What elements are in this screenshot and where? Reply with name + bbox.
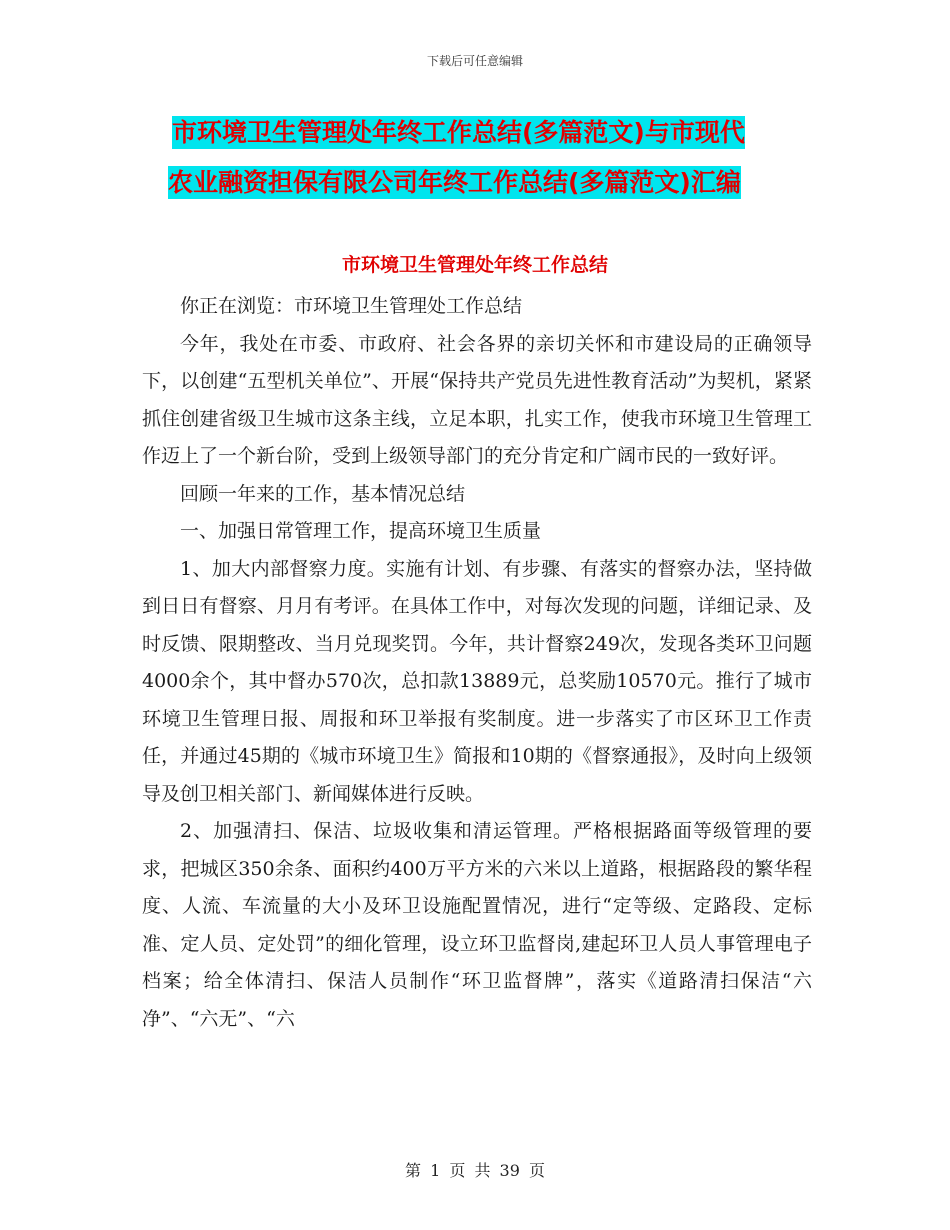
- paragraph-item-2: 2、加强清扫、保洁、垃圾收集和清运管理。严格根据路面等级管理的要求，把城区350余条、面积约400万平方米的六米以上道路，根据路段的繁华程度、人流、车流量的大小及环卫设施配置情况，进行“定等级、定路段、定标准、定人员、定处罚”的细化管理，设立环卫监督岗,建起环卫人员人事管理电子档案；给全体清扫、保洁人员制作“环卫监督牌”，落实《道路清扫保洁“六净”、“六无”、“六: [142, 820, 812, 1030]
- paragraph-review: 回顾一年来的工作，基本情况总结: [180, 482, 466, 505]
- paragraph-intro: 今年，我处在市委、市政府、社会各界的亲切关怀和市建设局的正确领导下，以创建“五型机关单位”、开展“保持共产党员先进性教育活动”为契机，紧紧抓住创建省级卫生城市这条主线，立足本职，扎实工作，使我市环境卫生管理工作迈上了一个新台阶，受到上级领导部门的充分肯定和广阔市民的一致好评。: [142, 332, 812, 467]
- section-title: 市环境卫生管理处年终工作总结: [341, 254, 608, 276]
- document-title: [150, 108, 830, 208]
- document-body: [142, 288, 812, 1038]
- paragraph-heading-one: 一、加强日常管理工作，提高环境卫生质量: [180, 520, 542, 542]
- document-title-line-1: 市环境卫生管理处年终工作总结(多篇范文)与市现代: [172, 118, 745, 147]
- document-title-line-2: 农业融资担保有限公司年终工作总结(多篇范文)汇编: [168, 168, 741, 197]
- paragraph-browsing: 你正在浏览：市环境卫生管理处工作总结: [180, 295, 523, 317]
- page-header-note: 下载后可任意编辑: [426, 54, 523, 68]
- paragraph-item-1: 1、加大内部督察力度。实施有计划、有步骤、有落实的督察办法，坚持做到日日有督察、月月有考评。在具体工作中，对每次发现的问题，详细记录、及时反馈、限期整改、当月兑现奖罚。今年，共计督察249次，发现各类环卫问题4000余个，其中督办570次，总扣款13889元，总奖励10570元。推行了城市环境卫生管理日报、周报和环卫举报有奖制度。进一步落实了市区环卫工作责任，并通过45期的《城市环境卫生》简报和10期的《督察通报》，及时向上级领导及创卫相关部门、新闻媒体进行反映。: [142, 557, 812, 805]
- page-number: 第 1 页 共 39 页: [405, 1161, 545, 1180]
